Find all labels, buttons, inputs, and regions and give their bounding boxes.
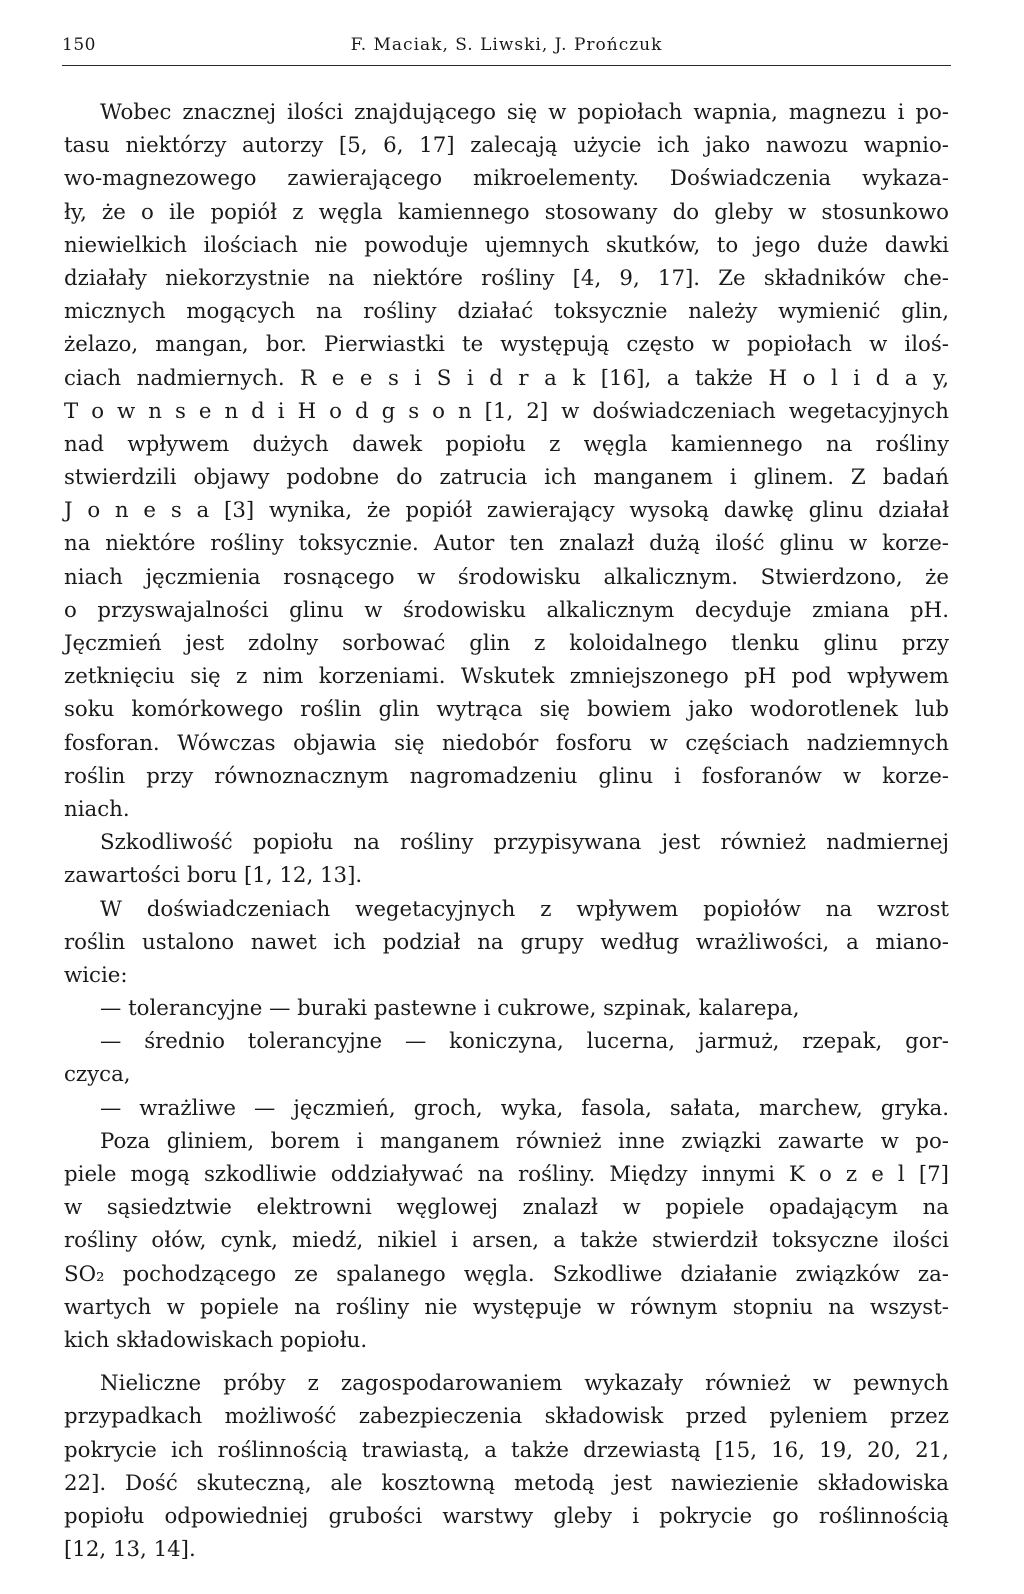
running-head: F. Maciak, S. Liwski, J. Prończuk	[350, 35, 663, 55]
text-line: tasu niektórzy autorzy [5, 6, 17] zalecają użycie ich jako nawozu wapnio-	[64, 133, 949, 159]
text-line: Jęczmień jest zdolny sorbować glin z koloidalnego tlenku glinu przy	[64, 631, 949, 656]
text-line: T o w n s e n d i H o d g s o n [1, 2] w doświadczeniach wegetacyjnych	[64, 398, 949, 424]
text-line: Poza gliniem, borem i manganem również inne związki zawarte w po-	[100, 1128, 949, 1154]
text-line: W doświadczeniach wegetacyjnych z wpływem popiołów na wzrost	[100, 896, 949, 922]
text-line: w sąsiedztwie elektrowni węglowej znalazł w popiele opadającym na	[64, 1195, 949, 1221]
text-line: na niektóre rośliny toksycznie. Autor ten znalazł dużą ilość glinu w korze-	[64, 531, 949, 557]
text-line: niewielkich ilościach nie powoduje ujemnych skutków, to jego duże dawki	[64, 232, 949, 258]
paragraph-gap	[64, 1357, 949, 1367]
text-line: — średnio tolerancyjne — koniczyna, lucerna, jarmuż, rzepak, gor-	[100, 1029, 949, 1055]
text-line: fosforan. Wówczas objawia się niedobór fosforu w częściach nadziemnych	[64, 730, 949, 756]
text-line: — tolerancyjne — buraki pastewne i cukrowe, szpinak, kalarepa,	[100, 996, 800, 1022]
text-line: przypadkach możliwość zabezpieczenia składowisk przed pyleniem przez	[64, 1404, 949, 1430]
text-line: kich składowiskach popiołu.	[64, 1327, 368, 1353]
text-line: ciach nadmiernych. R e e s i S i d r a k [16], a także H o l i d a y,	[64, 365, 949, 391]
text-line: wicie:	[64, 962, 128, 988]
text-line: stwierdzili objawy podobne do zatrucia ich manganem i glinem. Z badań	[64, 465, 949, 491]
text-line: Nieliczne próby z zagospodarowaniem wykazały również w pewnych	[100, 1371, 949, 1397]
text-line: Wobec znacznej ilości znajdującego się w popiołach wapnia, magnezu i po-	[100, 100, 949, 125]
text-line: soku komórkowego roślin glin wytrąca się bowiem jako wodorotlenek lub	[64, 697, 949, 723]
page-header	[62, 35, 951, 66]
text-line: działały niekorzystnie na niektóre rośliny [4, 9, 17]. Ze składników che-	[64, 265, 949, 291]
text-line: niach jęczmienia rosnącego w środowisku alkalicznym. Stwierdzono, że	[64, 564, 949, 590]
text-line: wartych w popiele na rośliny nie występuje w równym stopniu na wszyst-	[64, 1294, 949, 1320]
body-text	[64, 96, 949, 1566]
text-line: zawartości boru [1, 12, 13].	[64, 863, 363, 889]
text-line: micznych mogących na rośliny działać toksycznie należy wymienić glin,	[64, 299, 949, 325]
text-line: rośliny ołów, cynk, miedź, nikiel i arsen, a także stwierdził toksyczne ilości	[64, 1228, 949, 1254]
text-line: roślin ustalono nawet ich podział na grupy według wrażliwości, a miano-	[64, 929, 949, 955]
text-line: 22]. Dość skuteczną, ale kosztowną metodą jest nawiezienie składowiska	[64, 1470, 949, 1496]
text-line: piele mogą szkodliwie oddziaływać na rośliny. Między innymi K o z e l [7]	[64, 1162, 949, 1187]
text-line: nad wpływem dużych dawek popiołu z węgla kamiennego na rośliny	[64, 431, 949, 457]
text-line: o przyswajalności glinu w środowisku alkalicznym decyduje zmiana pH.	[64, 597, 949, 623]
text-line: czyca,	[64, 1062, 131, 1088]
text-line: pokrycie ich roślinnością trawiastą, a także drzewiastą [15, 16, 19, 20, 21,	[64, 1437, 949, 1463]
text-line: zetknięciu się z nim korzeniami. Wskutek zmniejszonego pH pod wpływem	[64, 664, 949, 690]
text-line: [12, 13, 14].	[64, 1537, 196, 1563]
text-line: Szkodliwość popiołu na rośliny przypisywana jest również nadmiernej	[100, 830, 949, 856]
page-number: 150	[62, 35, 96, 55]
text-line: J o n e s a [3] wynika, że popiół zawierający wysoką dawkę glinu działał	[64, 498, 949, 524]
text-line: żelazo, mangan, bor. Pierwiastki te występują często w popiołach w iloś-	[64, 332, 949, 358]
text-line: wo-magnezowego zawierającego mikroelementy. Doświadczenia wykaza-	[64, 166, 949, 192]
text-line: SO₂ pochodzącego ze spalanego węgla. Szkodliwe działanie związków za-	[64, 1261, 949, 1287]
text-line: popiołu odpowiedniej grubości warstwy gleby i pokrycie go roślinnością	[64, 1503, 949, 1529]
text-line: niach.	[64, 796, 130, 822]
text-line: — wrażliwe — jęczmień, groch, wyka, fasola, sałata, marchew, gryka.	[100, 1095, 949, 1121]
text-line: roślin przy równoznacznym nagromadzeniu glinu i fosforanów w korze-	[64, 763, 949, 789]
text-line: ły, że o ile popiół z węgla kamiennego stosowany do gleby w stosunkowo	[64, 199, 949, 225]
